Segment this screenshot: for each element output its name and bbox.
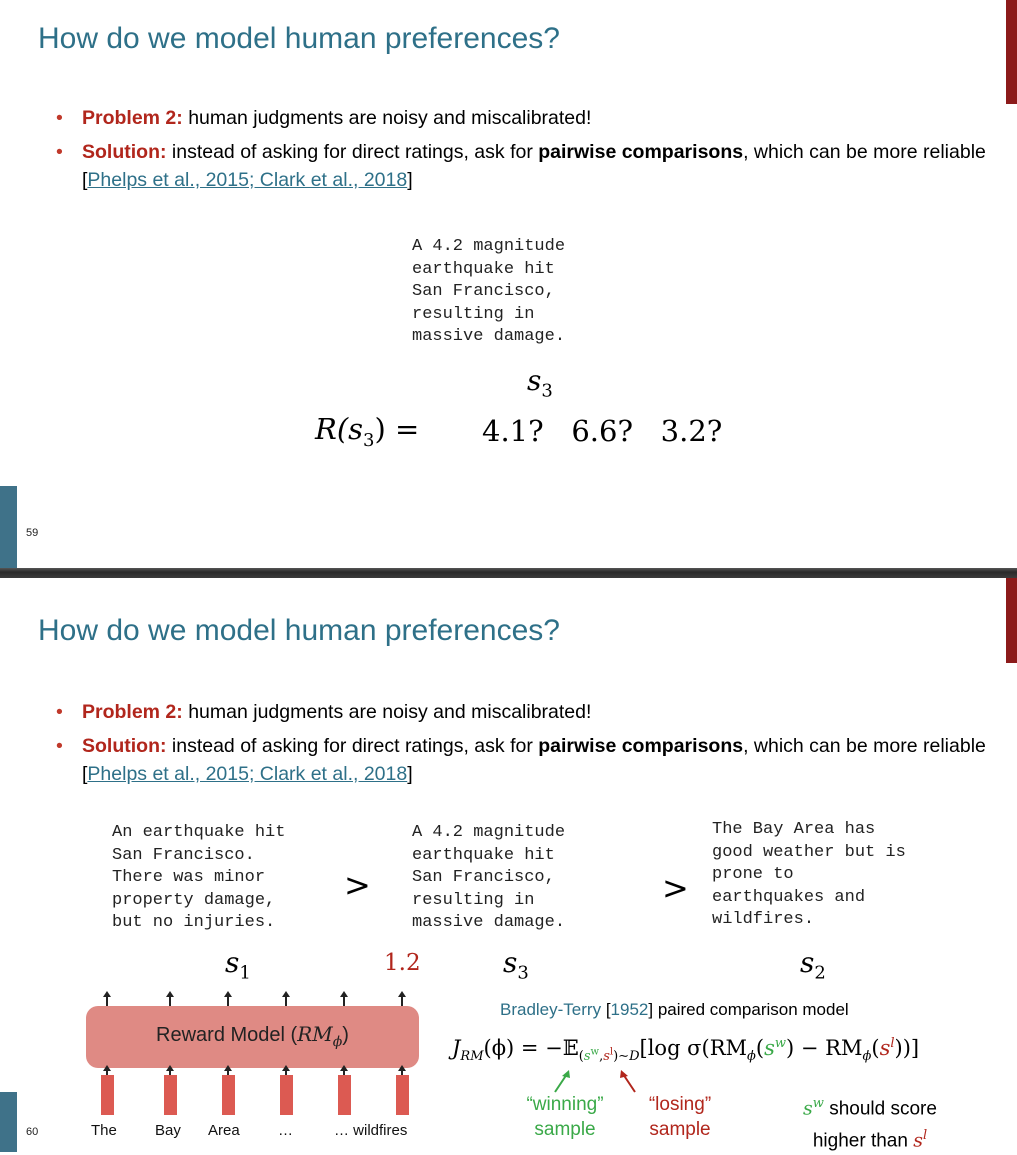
losing-sample-label: sample bbox=[649, 1119, 711, 1140]
sample-text: A 4.2 magnitude earthquake hit San Francisco, resulting in massive damage. bbox=[412, 237, 566, 346]
slide-59 bbox=[0, 0, 1017, 570]
bradley-terry-name: Bradley-Terry bbox=[500, 1000, 602, 1019]
token-embedding-bar bbox=[101, 1075, 114, 1115]
solution-text: instead of asking for direct ratings, ask for bbox=[166, 735, 539, 757]
bullet-problem: • Problem 2: human judgments are noisy and miscalibrated! bbox=[56, 701, 592, 723]
slide-title: How do we model human preferences? bbox=[38, 614, 560, 647]
losing-annotation bbox=[630, 1092, 730, 1142]
token-the: The bbox=[91, 1122, 117, 1139]
sample-2-label: $s_2$ bbox=[800, 946, 826, 984]
accent-bar bbox=[1006, 0, 1017, 104]
reward-score: 1.2 bbox=[384, 950, 421, 976]
sample-1-label: $s_1$ bbox=[225, 946, 251, 984]
sample-label: $s_3$ bbox=[527, 364, 553, 402]
token-embedding-bar bbox=[222, 1075, 235, 1115]
bullet-solution: • Solution: instead of asking for direct ratings, ask for pairwise comparisons, which can be more reliable [Phelps et al., 2015; Clark et al., 2018] bbox=[56, 735, 986, 785]
page-number: 60 bbox=[26, 1126, 39, 1138]
greater-than-1: > bbox=[344, 866, 371, 904]
bradley-terry-year: 1952 bbox=[610, 1000, 649, 1019]
sample-3-label: $s_3$ bbox=[503, 946, 529, 984]
output-arrow bbox=[169, 996, 171, 1006]
solution-label: Solution: bbox=[82, 735, 167, 757]
sample-3-text: A 4.2 magnitude earthquake hit San Francisco, resulting in massive damage. bbox=[412, 823, 566, 932]
side-accent-bar bbox=[0, 1092, 17, 1152]
citation-link[interactable]: Phelps et al., 2015; Clark et al., 2018 bbox=[87, 169, 408, 191]
output-arrow bbox=[401, 996, 403, 1006]
greater-than-2: > bbox=[662, 869, 689, 907]
token-embedding-bar bbox=[164, 1075, 177, 1115]
objective-formula: $J_{RM}(\phi)$ = −𝔼$_{(s^w,s^l)\sim D}$[log $\sigma(RM_\phi(s^w) - RM_\phi(s^l))$] bbox=[452, 1036, 920, 1065]
token-area: Area bbox=[208, 1122, 240, 1139]
bradley-terry-caption: Bradley-Terry [1952] paired comparison model bbox=[500, 1000, 849, 1019]
citation-bracket: ] bbox=[407, 169, 413, 191]
winning-annotation bbox=[510, 1092, 620, 1142]
bullet-solution: • Solution: instead of asking for direct ratings, ask for pairwise comparisons, which can be more reliable [Phelps et al., 2015; Clark et al., 2018] bbox=[56, 141, 986, 191]
problem-text: human judgments are noisy and miscalibrated! bbox=[182, 701, 592, 723]
solution-text: instead of asking for direct ratings, ask for bbox=[166, 141, 539, 163]
bullet-list bbox=[52, 698, 992, 794]
solution-text-2: , which can be more reliable [ bbox=[82, 141, 986, 191]
winning-label: “winning” bbox=[526, 1094, 604, 1115]
solution-label: Solution: bbox=[82, 141, 167, 163]
token-embedding-bar bbox=[338, 1075, 351, 1115]
losing-label: “losing” bbox=[648, 1094, 712, 1115]
pairwise-emphasis: pairwise comparisons bbox=[538, 141, 744, 163]
winning-sample-label: sample bbox=[534, 1119, 596, 1140]
problem-label: Problem 2: bbox=[82, 107, 183, 129]
problem-label: Problem 2: bbox=[82, 701, 183, 723]
accent-bar bbox=[1006, 578, 1017, 663]
citation-bracket: ] bbox=[407, 763, 413, 785]
output-arrow bbox=[343, 996, 345, 1006]
bullet-list bbox=[52, 104, 992, 200]
slide-title: How do we model human preferences? bbox=[38, 22, 560, 55]
sample-1-text: An earthquake hit San Francisco. There was minor property damage, but no injuries. bbox=[112, 823, 286, 932]
output-arrow bbox=[227, 996, 229, 1006]
winning-arrowhead bbox=[562, 1070, 570, 1078]
page-number: 59 bbox=[26, 527, 39, 539]
sample-2-text: The Bay Area has good weather but is prone to earthquakes and wildfires. bbox=[712, 820, 906, 929]
token-bay: Bay bbox=[155, 1122, 181, 1139]
token-embedding-bar bbox=[280, 1075, 293, 1115]
token-embedding-bar bbox=[396, 1075, 409, 1115]
citation-link[interactable]: Phelps et al., 2015; Clark et al., 2018 bbox=[87, 763, 408, 785]
bullet-problem: • Problem 2: human judgments are noisy and miscalibrated! bbox=[56, 107, 592, 129]
solution-text-2: , which can be more reliable [ bbox=[82, 735, 986, 785]
pairwise-emphasis: pairwise comparisons bbox=[538, 735, 744, 757]
rating-candidates: 4.1? 6.6? 3.2? bbox=[482, 414, 723, 448]
reward-expression: $R(s_3)$ = bbox=[315, 412, 420, 451]
token-ellipsis: … bbox=[278, 1122, 293, 1139]
reward-model-label: Reward Model $(RM_\phi)$ bbox=[156, 1022, 349, 1050]
output-arrow bbox=[106, 996, 108, 1006]
token-wildfires: … wildfires bbox=[334, 1122, 408, 1139]
problem-text: human judgments are noisy and miscalibrated! bbox=[182, 107, 592, 129]
score-note: $s^w$ should score higher than $s^l$ bbox=[803, 1096, 937, 1152]
reward-model-box bbox=[86, 1006, 419, 1068]
slide-divider bbox=[0, 568, 1017, 578]
side-accent-bar bbox=[0, 486, 17, 570]
output-arrow bbox=[285, 996, 287, 1006]
losing-arrowhead bbox=[620, 1070, 628, 1078]
